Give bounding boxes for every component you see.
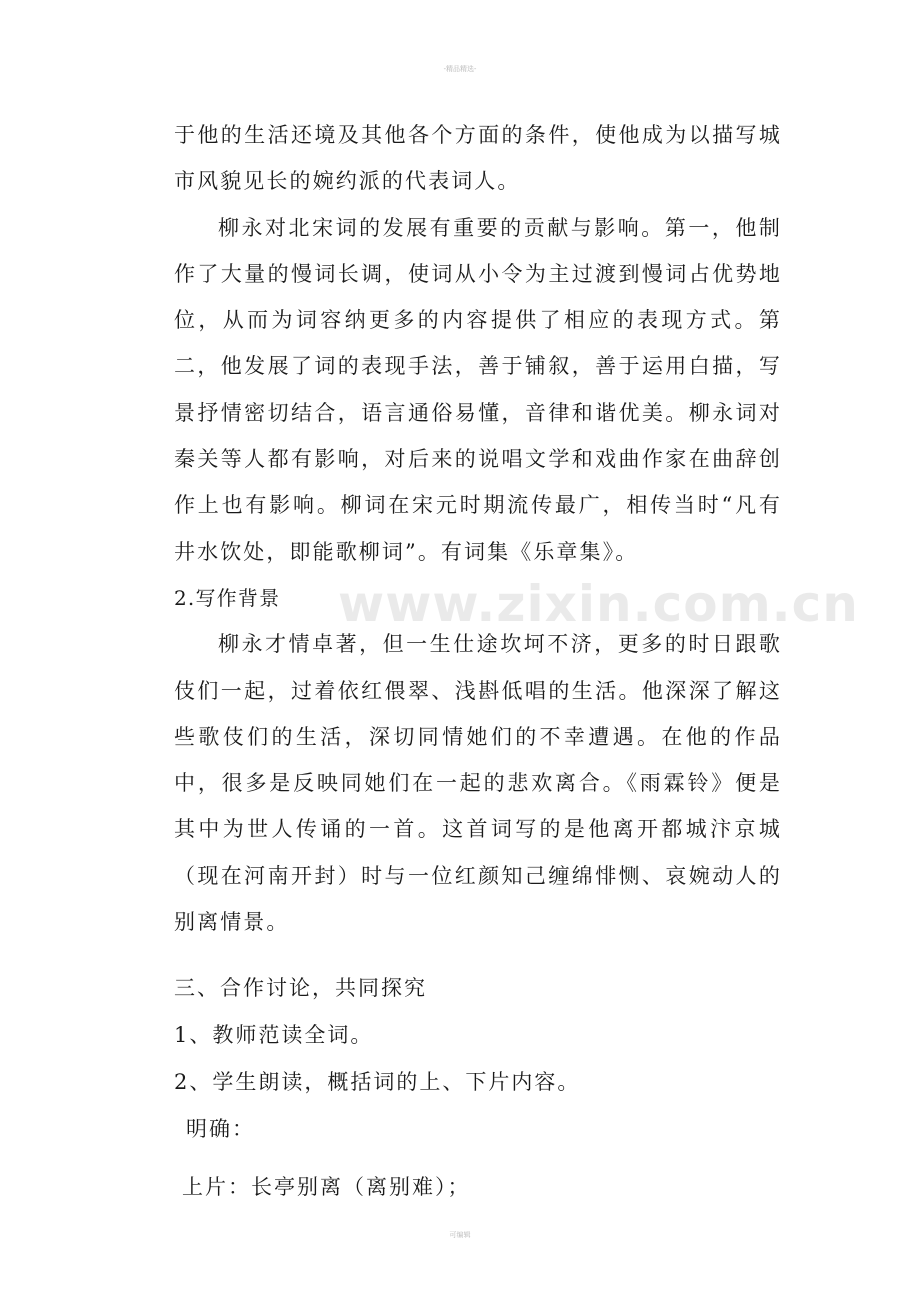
header-mark: -精品精选- — [443, 65, 477, 73]
document-body — [174, 112, 782, 1210]
watermark: www.zixin.com.cn — [338, 575, 859, 633]
paragraph-influence: 柳永对北宋词的发展有重要的贡献与影响。第一，他制作了大量的慢词长调，使词从小令为主过渡到慢词占优势地位，从而为词容纳更多的内容提供了相应的表现方式。第二，他发展了词的表现手法，善于铺叙，善于运用白描，写景抒情密切结合，语言通俗易懂，音律和谐优美。柳永词对秦关等人都有影响，对后来的说唱文学和戏曲作家在曲辞创作上也有影响。柳词在宋元时期流传最广，相传当时“凡有井水饮处，即能歌柳词”。有词集《乐章集》。 — [174, 215, 782, 564]
footer-mark: 可编辑 — [449, 1231, 471, 1239]
paragraph-background: 柳永才情卓著，但一生仕途坎坷不济，更多的时日跟歌伎们一起，过着依红偎翠、浅斟低唱的生活。他深深了解这些歌伎们的生活，深切同情她们的不幸遭遇。在他的作品中，很多是反映同她们在一起的悲欢离合。《雨霖铃》便是其中为世人传诵的一首。这首词写的是他离开都城汴京城（现在河南开封）时与一位红颜知己缠绵悱恻、哀婉动人的别离情景。 — [174, 632, 782, 935]
upper-stanza-summary: 上片：长亭别离（离别难）； — [182, 1174, 471, 1199]
paragraph-continuation: 于他的生活还境及其他各个方面的条件，使他成为以描写城市风貌见长的婉约派的代表词人。 — [174, 123, 782, 194]
section-title: 三、合作讨论，共同探究 — [174, 976, 427, 1001]
clarify-label: 明确： — [186, 1116, 255, 1141]
subheading-background: 2.写作背景 — [174, 585, 281, 610]
list-item: 2、学生朗读，概括词的上、下片内容。 — [174, 1069, 581, 1094]
list-item: 1、教师范读全词。 — [174, 1022, 374, 1047]
